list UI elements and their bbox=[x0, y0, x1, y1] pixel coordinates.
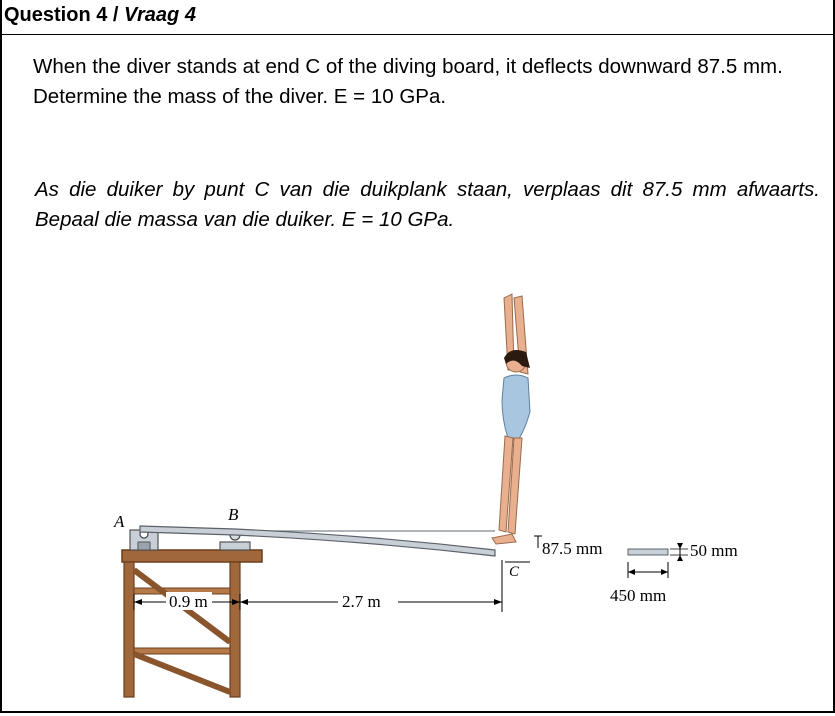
diving-board-figure bbox=[100, 280, 750, 700]
deflection-label: 87.5 mm bbox=[542, 539, 603, 558]
wooden-stand bbox=[122, 550, 262, 697]
label-point-a: A bbox=[114, 512, 125, 531]
question-title-af: Vraag 4 bbox=[124, 4, 196, 26]
frame-left-border bbox=[0, 0, 2, 711]
frame-bottom-border bbox=[0, 711, 835, 713]
question-text-afrikaans: As die duiker by punt C van die duikplank staan, verplaas dit 87.5 mm afwaarts. Bepaal die massa van die duiker. E = 10 GPa. bbox=[35, 178, 820, 231]
diver-figure bbox=[492, 294, 530, 544]
cross-section bbox=[628, 543, 688, 578]
question-title bbox=[4, 4, 196, 27]
span-ab-label: 0.9 m bbox=[169, 592, 208, 611]
width-label: 450 mm bbox=[610, 586, 667, 605]
label-point-c: C bbox=[509, 564, 520, 580]
question-title-en: Question 4 / bbox=[4, 4, 125, 26]
label-point-b: B bbox=[228, 505, 239, 524]
header-rule bbox=[0, 34, 835, 35]
thickness-label: 50 mm bbox=[690, 541, 738, 560]
span-bc-label: 2.7 m bbox=[342, 592, 381, 611]
question-text-english: When the diver stands at end C of the diving board, it deflects downward 87.5 mm. Determine the mass of the diver. E = 10 GPa. bbox=[33, 55, 783, 108]
